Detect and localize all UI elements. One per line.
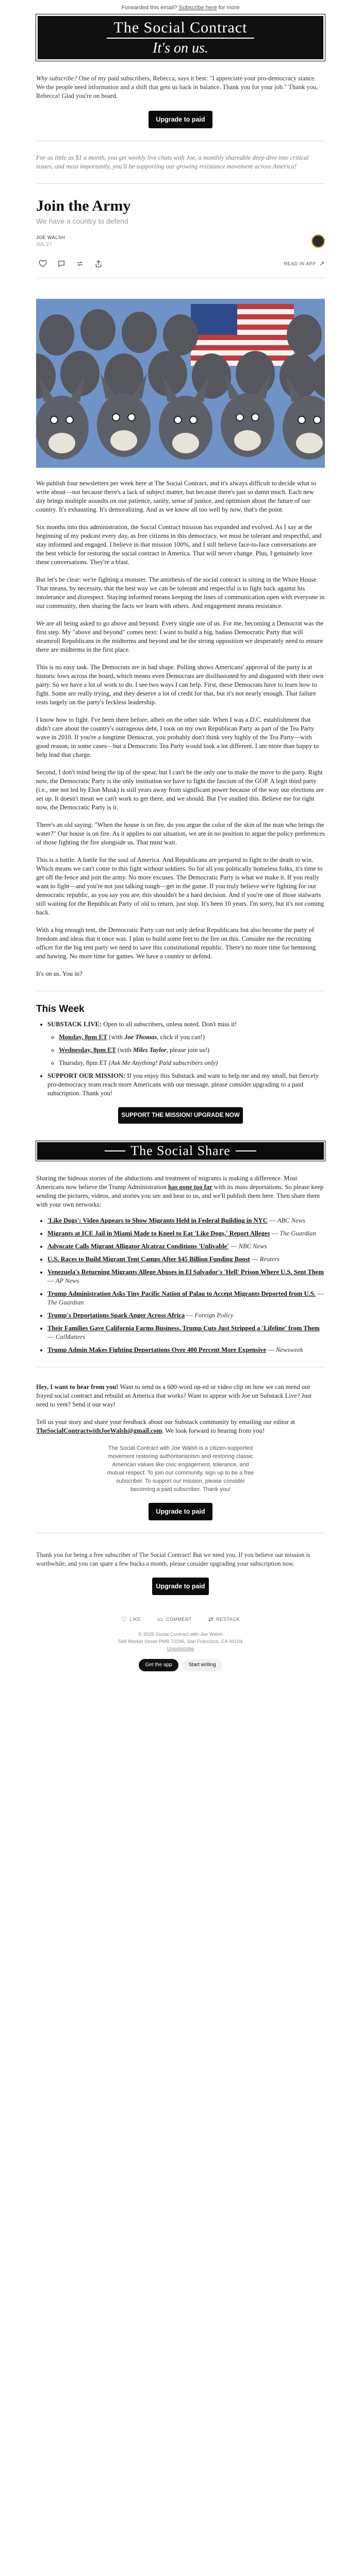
- intro-pitch: For as little as $1 a month, you get weekly live chats with Joe, a monthly shareable deep dive into critical issues, and most importantly, you'll be supporting our growing resistance movement across America!: [36, 154, 309, 170]
- paragraph: This is no easy task. The Democrats are in bad shape. Polling shows Americans' approval of the party is at historic lows across the board, which means even Democrats are disillusioned by and disgusted with their own party. So we have a lot of work to do. I see two ways I can help. First, these Democrats have to learn how to fight. Some are really trying, and they deserve a lot of credit for that, but it's not nearly enough. That failure rests largely on the party's feckless leadership.: [36, 664, 324, 706]
- news-link[interactable]: Migrants at ICE Jail in Miami Made to Kneel to Eat 'Like Dogs,' Report Alleges: [47, 1230, 270, 1237]
- social-share-banner: The Social Share: [36, 1141, 325, 1161]
- list-item: • U.S. Races to Build Migrant Tent Camps After $45 Billion Funding Boost — Reuters: [47, 1255, 325, 1264]
- hero-illustration-donkeys[interactable]: [36, 299, 325, 468]
- list-item: • Migrants at ICE Jail in Miami Made to Kneel to Eat 'Like Dogs,' Report Alleges — The Guardian: [47, 1229, 325, 1238]
- paragraph: I know how to fight. I've been there before, albeit on the other side. When I was a D.C. establishment that didn't care about the country's outrageous debt, I took on my own Republican Party as part of the Tea Party wave in 2010. If you're a longtime Democrat, you probably don't think very highly of the Tea Party—with good reason, in some cases—but a Democratic Tea Party would look a lot different. I am more than happy to help lead that charge.: [36, 716, 319, 758]
- subscribe-link[interactable]: Subscribe here: [178, 5, 217, 11]
- footer-restack-button[interactable]: ⇄ RESTACK: [208, 1616, 240, 1623]
- list-item: • SUPPORT OUR MISSION: If you enjoy this Substack and want to help me and my small, but fiercely pro-democracy team reach more Americans with our message, please consider upgrading to a paid subscription. Thank you!: [47, 1072, 325, 1098]
- editor-email-link[interactable]: TheSocialContractwithJoeWalsh@gmail.com: [36, 1427, 162, 1434]
- unsubscribe-link[interactable]: Unsubscribe: [167, 1646, 194, 1652]
- heart-icon: ♡: [121, 1616, 127, 1623]
- restack-icon: ⇄: [208, 1616, 214, 1623]
- footer-legal: © 2025 Social Contract with Joe Walsh 548 Market Street PMB 72296, San Francisco, CA 94104 Unsubscribe: [118, 1632, 243, 1652]
- news-link[interactable]: 'Like Dogs': Video Appears to Show Migrants Held in Federal Building in NYC: [47, 1217, 268, 1224]
- comment-icon: ▭: [157, 1616, 163, 1623]
- post-body: [36, 479, 325, 978]
- this-week-list: [47, 1020, 325, 1098]
- news-link[interactable]: U.S. Races to Build Migrant Tent Camps After $45 Billion Funding Boost: [47, 1256, 250, 1263]
- support-mission-button[interactable]: SUPPORT THE MISSION! UPGRADE NOW: [118, 1107, 243, 1124]
- banner-title: The Social Contract: [107, 19, 255, 39]
- footer-comment-button[interactable]: ▭ COMMENT: [157, 1616, 192, 1623]
- intro-paragraph: Why subscribe? One of my paid subscribers, Rebecca, says it best: "I appreciate your pro-democracy stance. We the people need information and a shift that gets us back in balance. Thank you for your job." Thank you, Rebecca! Glad you're on board.: [36, 75, 318, 99]
- paragraph: Six months into this administration, the Social Contract mission has expanded and evolved. As I say at the beginning of my podcast every day, as free citizens in this democracy, we must be tolerant and respectful, and stay informed and engaged. I believe in that mission 100%, and I still believe face-to-face conversations are the best vehicle for restoring the social contract in America. That will never change. Plus, I genuinely love these conversations. They're a blast.: [36, 523, 322, 566]
- comment-icon[interactable]: [55, 257, 68, 270]
- thanks-note: Thank you for being a free subscriber of The Social Contract! But we need you. If you believe our mission is worthwhile, and you can spare a few bucks a month, please consider upgrading your subscription now.: [36, 1551, 310, 1567]
- divider: [36, 183, 325, 184]
- arrow-right-icon: ↗: [319, 260, 325, 267]
- byline: [36, 234, 325, 248]
- list-item: ◦ Thursday, 8pm ET (Ask Me Anything! Paid subscribers only): [59, 1059, 325, 1067]
- publication-logo[interactable]: [311, 234, 325, 248]
- footer-like-button[interactable]: ♡ LIKE: [121, 1616, 141, 1623]
- paragraph: With a big enough tent, the Democratic Party can not only defeat Republicans but also become the party of freedom and ideas that it once was. I plan to build some feet to the fire on this. Consider me the recruiting officer for the big tent party we need to save this constitutional republic. There's no more time for hemming and hawing. No more time for games. We have a country to defend.: [36, 926, 316, 960]
- upgrade-to-paid-button[interactable]: Upgrade to paid: [149, 111, 212, 128]
- read-in-app-link[interactable]: READ IN APP ↗: [284, 260, 325, 267]
- start-writing-button[interactable]: Start writing: [183, 1659, 222, 1671]
- footer-actions: [36, 1616, 325, 1623]
- list-item: • Trump's Deportations Spark Anger Across Africa — Foreign Policy: [47, 1311, 325, 1320]
- list-item: • Advocate Calls Migrant Alligator Alcatraz Conditions 'Unlivable' — NBC News: [47, 1242, 325, 1251]
- subscribe-promo: The Social Contract with Joe Walsh is a citizen-supported movement restoring authoritarianism and restoring classic American values like civic engagement, tolerance, and mutual respect. To join our community, sign up to be a free subscriber. To support our mission, please consider becoming a paid subscriber. Thank you!: [107, 1445, 254, 1493]
- restack-icon[interactable]: [73, 257, 87, 270]
- upgrade-to-paid-button[interactable]: Upgrade to paid: [152, 1578, 209, 1595]
- upgrade-to-paid-button[interactable]: Upgrade to paid: [149, 1503, 212, 1520]
- post-date: JUL 27: [36, 242, 53, 247]
- post-title[interactable]: Join the Army: [36, 197, 131, 214]
- news-link[interactable]: Advocate Calls Migrant Alligator Alcatraz Conditions 'Unlivable': [47, 1243, 229, 1250]
- list-item: • Trump Admin Makes Fighting Deportations Over 400 Percent More Expensive — Newsweek: [47, 1346, 325, 1354]
- footer-buttons: [36, 1659, 325, 1671]
- news-link[interactable]: Trump Admin Makes Fighting Deportations Over 400 Percent More Expensive: [47, 1346, 267, 1353]
- forward-note: Forwarded this email? Subscribe here for more: [121, 5, 240, 11]
- banner-tagline: It's on us.: [153, 40, 208, 56]
- share-links-list: [47, 1216, 325, 1354]
- feedback-section: Hey, I want to hear from you! Want to send us a 600-word op-ed or video clip on how we can mend our frayed social contract and rebuild an America that works? Want to appear with Joe on Substack Live? Just need to vent? Send it our way! Tell us your story and share your feedback about our Substack community by emailing our editor at TheSocialContractwithJoeWalsh@gmail.com. We look forward to hearing from you!: [36, 1383, 312, 1434]
- post-subtitle: We have a country to defend: [36, 217, 128, 225]
- paragraph: It's on us. You in?: [36, 970, 83, 977]
- list-item: • Trump Administration Asks Tiny Pacific Nation of Palau to Accept Migrants Deported from U.S. — The Guardian: [47, 1290, 325, 1307]
- list-item: ◦ Monday, 8pm ET (with Joe Thomas, click if you can!): [59, 1033, 325, 1042]
- news-link[interactable]: Trump Administration Asks Tiny Pacific Nation of Palau to Accept Migrants Deported from U.S.: [47, 1290, 316, 1297]
- paragraph: This is a battle. A battle for the soul of America. And Republicans are prepared to fight to the death to win. Which means we can't come to this fight without soldiers. So for all you politically homeless folks, it's time to get off the fence and join the army. No more excuses. The Democratic Party is what we make it. If you really want to fight—and you're not just talking tough—get in the game. If you truly believe we're fighting for our democratic republic, as you say you are, this shouldn't be a hard decision. And if you're one of those stalwarts still waiting for the Republican Party of old to return, just stop. It's been 10 years. I'm sorry, but it's not coming back.: [36, 856, 324, 916]
- paragraph: There's an old saying: "When the house is on fire, do you argue the color of the skin of the man who brings the water?" Our house is on fire. As it applies to our situation, we are in no position to argue the policy preferences of those fighting the fire alongside us. That must wait.: [36, 821, 325, 846]
- post-actions: [36, 257, 325, 270]
- newsletter-banner: [36, 14, 325, 61]
- paragraph: But let's be clear: we're fighting a monster. The antithesis of the social contract is sitting in the White House. That means, by necessity, that the best way we can be tolerant and respectful is to fight back against his intolerance and disrespect. Staying informed means keeping the lines of communication open with everyone in our community, then sharing the facts we learn with others. And engagement means resistance.: [36, 576, 325, 609]
- paragraph: Second, I don't mind being the tip of the spear, but I can't be the only one to make the move to the party. Right now, the Democratic Party is the only institution we have to fight the fascism of the GOP. A legit third party (i.e., one not led by Elon Musk) is still years away from significant power because of the way our elections are set up. It doesn't mean we can't work to get there, and we should. But I've studied this. Believe me for right now, the Democratic Party is it.: [36, 769, 324, 811]
- author-name[interactable]: JOE WALSH: [36, 235, 65, 240]
- list-item: ◦ Wednesday, 8pm ET (with Miles Taylor, please join us!): [59, 1046, 325, 1055]
- list-item: • 'Like Dogs': Video Appears to Show Migrants Held in Federal Building in NYC — ABC News: [47, 1216, 325, 1225]
- news-link[interactable]: Trump's Deportations Spark Anger Across Africa: [47, 1312, 185, 1319]
- news-link[interactable]: Venezuela's Returning Migrants Allege Abuses in El Salvador's 'Hell' Prison Where U.S. Sent Them: [47, 1268, 324, 1276]
- list-item: • Venezuela's Returning Migrants Allege Abuses in El Salvador's 'Hell' Prison Where U.S. Sent Them — AP News: [47, 1268, 325, 1285]
- get-the-app-button[interactable]: Get the app: [139, 1659, 178, 1671]
- news-link[interactable]: Their Families Gave California Farms Business. Trump Cuts Just Stripped a 'Lifeline' from Them: [47, 1325, 320, 1332]
- this-week-heading: This Week: [36, 1004, 85, 1014]
- paragraph: We publish four newsletters per week here at The Social Contract, and it's always difficult to decide what to write about—not because there's a lack of subject matter, but because there's just so damn much. Each new day brings multiple assaults on our patience, sanity, sense of justice, and optimism about the future of our country. It's exhausting. It's demoralizing. And as we know all too well by now, that's the point.: [36, 480, 317, 513]
- list-item: • Their Families Gave California Farms Business. Trump Cuts Just Stripped a 'Lifeline' from Them — CalMatters: [47, 1324, 325, 1342]
- list-item: • SUBSTACK LIVE: Open to all subscribers, unless noted. Don't miss it! ◦ Monday, 8pm ET (with Joe Thomas, click if you can!) ◦ Wednesday, 8pm ET (with Miles Taylor, please join us!) ◦ Thursday, 8pm ET (Ask Me Anything! Paid subscribers only): [47, 1020, 325, 1067]
- share-icon[interactable]: [92, 257, 105, 270]
- heart-icon[interactable]: [36, 257, 50, 270]
- share-intro: Sharing the hideous stories of the abductions and treatment of migrants is making a difference. Most Americans now believe the Trump Administration has gone too far with its mass deportations. So please keep sending the pictures, videos, and stories you see and hear to us, and we'll publish them here. Then share them with your own networks:: [36, 1175, 324, 1208]
- paragraph: We are all being asked to go above and beyond. Every single one of us. For me, becoming a Democrat was the first step. My "above and beyond" comes next: I want to build a big, badass Democratic Party that will steamroll Republicans in the midterms and beyond and be the strong opposition we desperately need to ensure there are midterms in the first place.: [36, 620, 324, 653]
